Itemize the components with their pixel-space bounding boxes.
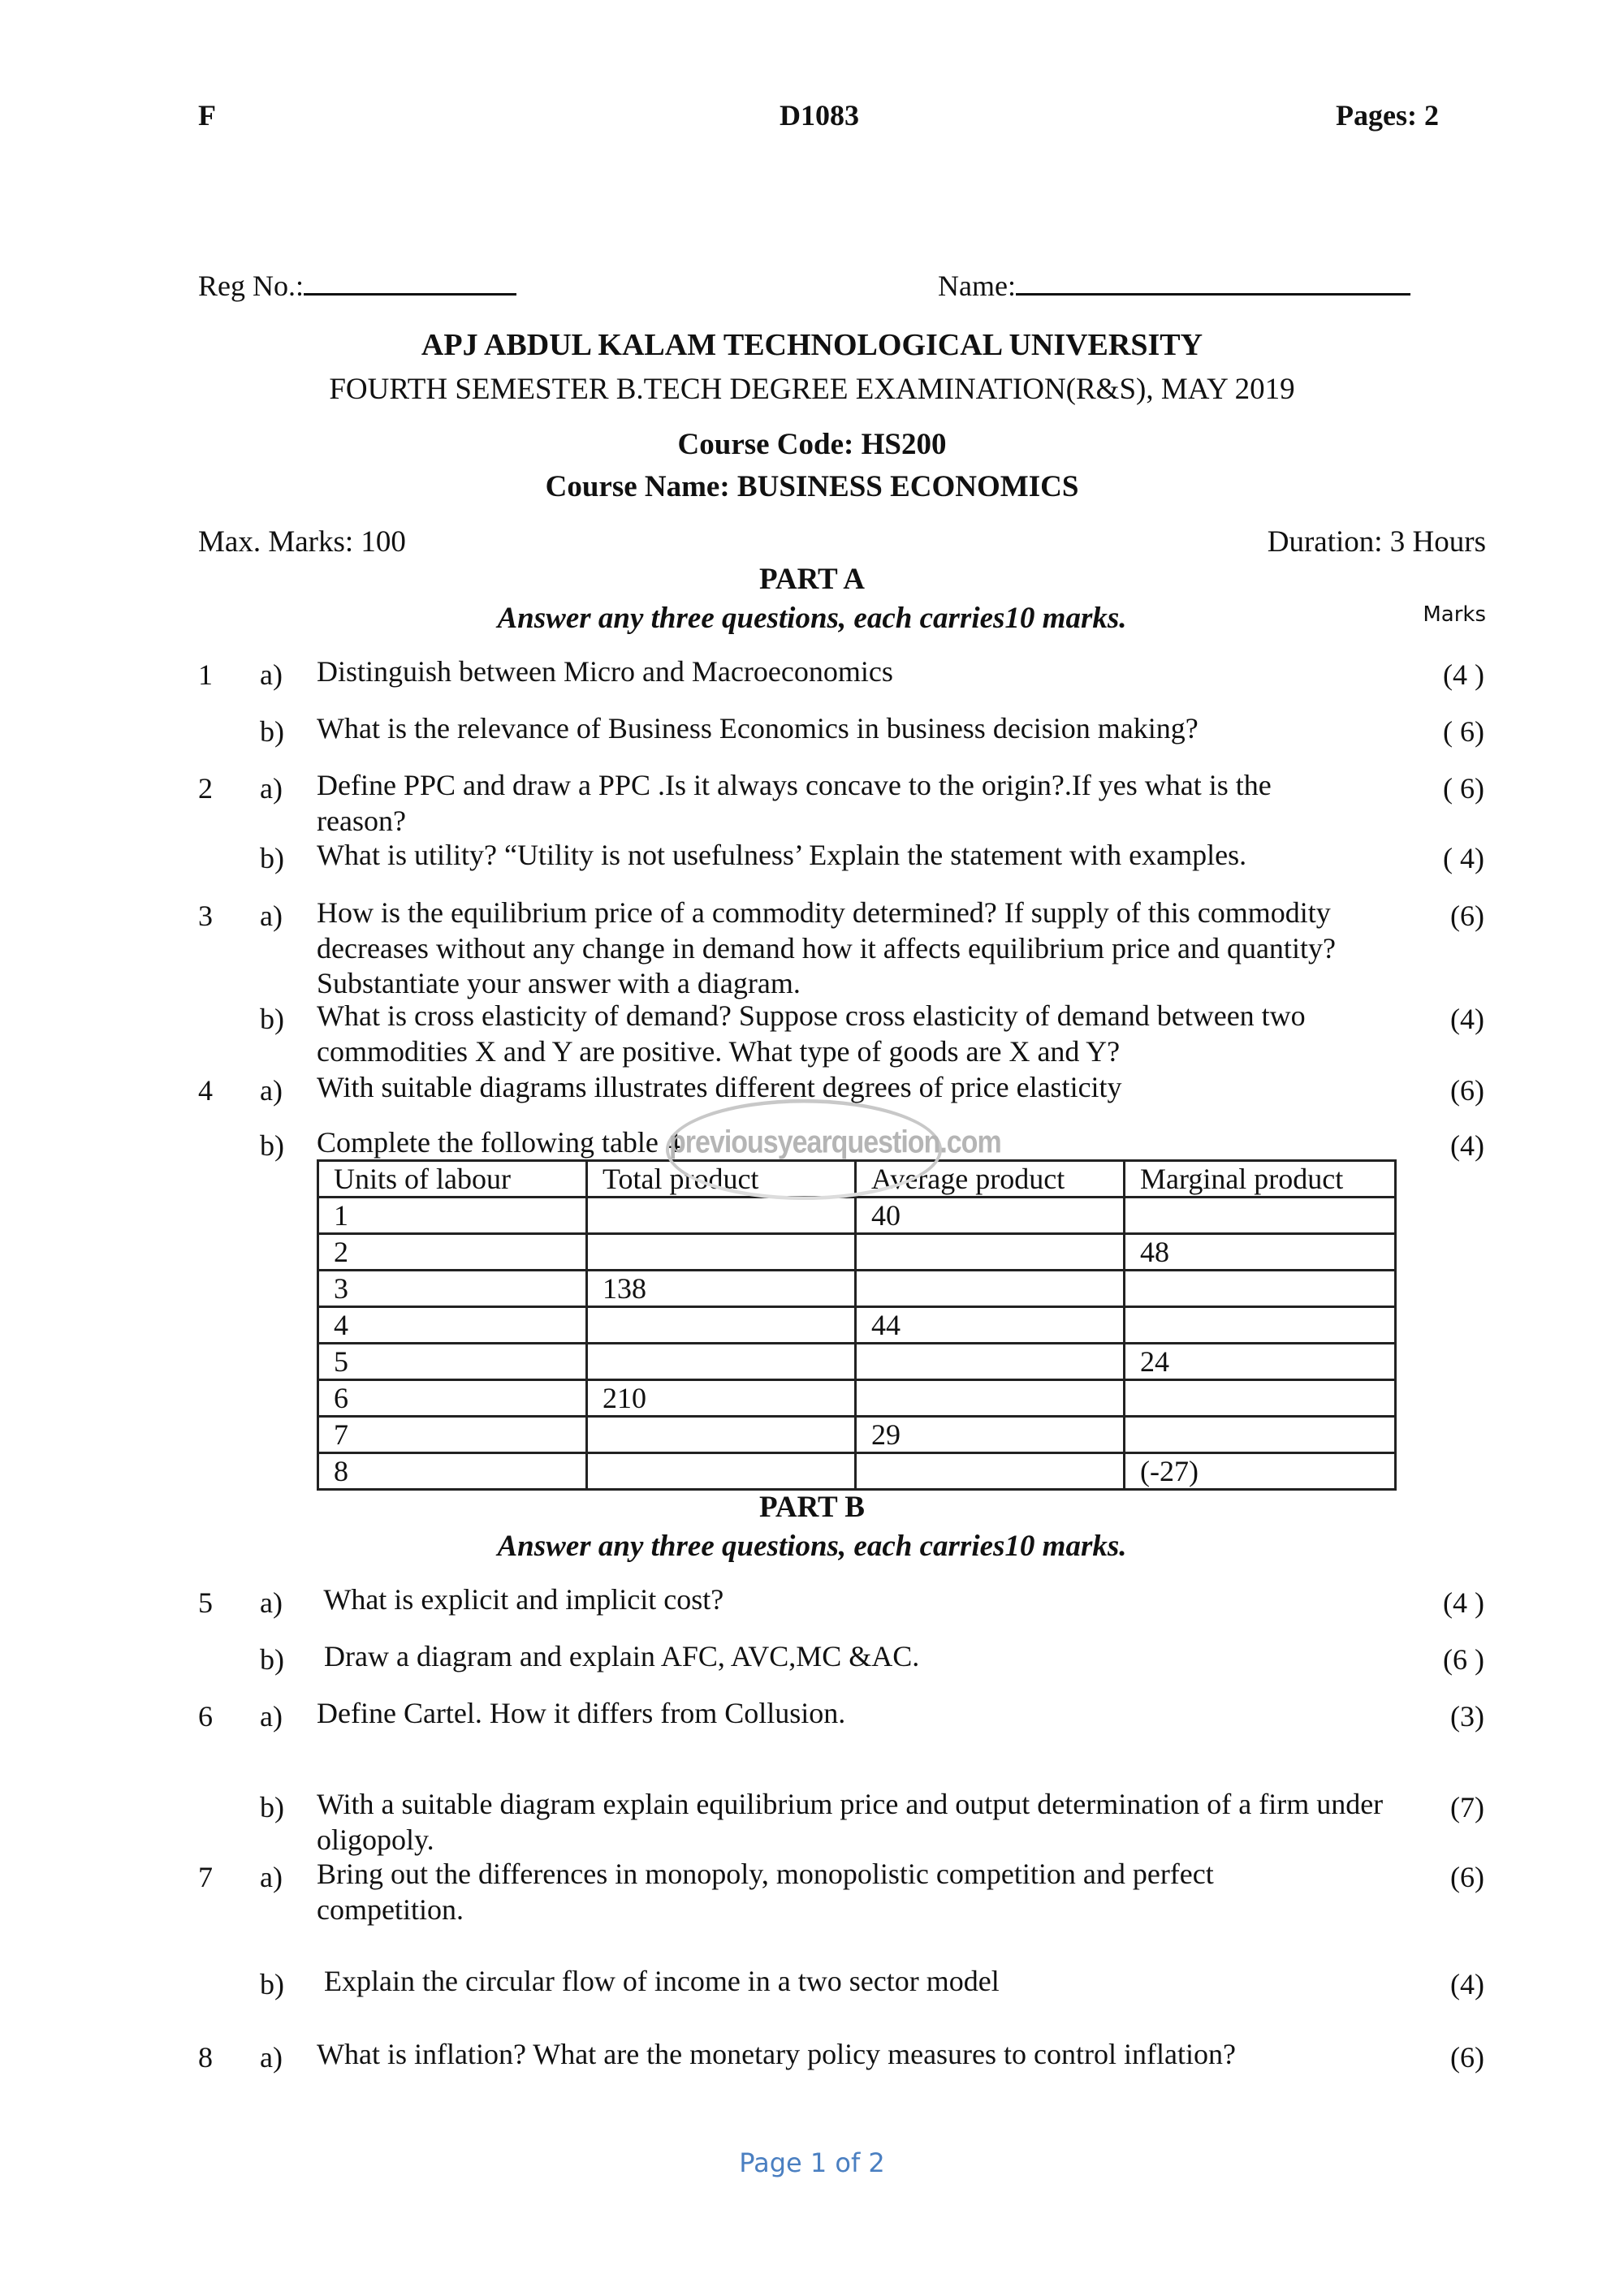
table-cell: 48	[1125, 1234, 1396, 1271]
question-text: With suitable diagrams illustrates different degrees of price elasticity	[317, 1071, 1122, 1103]
question-text: Bring out the differences in monopoly, monopolistic competition and perfect competition.	[317, 1858, 1214, 1926]
table-cell	[856, 1271, 1125, 1307]
table-header: Marginal product	[1125, 1161, 1396, 1198]
question-text: What is explicit and implicit cost?	[317, 1583, 724, 1616]
table-cell	[587, 1417, 856, 1453]
reg-no-blank	[304, 270, 516, 296]
question-text: Explain the circular flow of income in a two sector model	[317, 1965, 1000, 1997]
table-header: Average product	[856, 1161, 1125, 1198]
question-number: 7	[198, 1861, 213, 1893]
table-cell: 5	[318, 1344, 587, 1380]
watermark-stamp: previousyearquestion.com	[666, 1099, 942, 1200]
question-marks: (4)	[1450, 1968, 1484, 2000]
paper-code: D1083	[780, 99, 859, 132]
sub-question-letter: a)	[260, 1074, 283, 1107]
table-cell: 210	[587, 1380, 856, 1417]
table-cell: 6	[318, 1380, 587, 1417]
table-cell: 40	[856, 1198, 1125, 1234]
table-cell	[587, 1307, 856, 1344]
reg-no-label: Reg No.:	[198, 270, 304, 302]
question-text: What is cross elasticity of demand? Suppose cross elasticity of demand between two commodities X and Y are positive. What type of goods are X and Y?	[317, 999, 1306, 1068]
table-cell	[587, 1344, 856, 1380]
question-marks: (4)	[1450, 1129, 1484, 1162]
part-a-instruction: Answer any three questions, each carries10 marks.	[497, 602, 1127, 635]
question-text: What is inflation? What are the monetary policy measures to control inflation?	[317, 2038, 1236, 2070]
question-number: 1	[198, 658, 213, 691]
sub-question-letter: a)	[260, 1700, 283, 1733]
sub-question-letter: b)	[260, 1129, 284, 1162]
page-count: Pages: 2	[1336, 99, 1439, 132]
question-text: Complete the following table 4	[317, 1126, 680, 1159]
question-text: Draw a diagram and explain AFC, AVC,MC &AC.	[317, 1640, 920, 1672]
question-marks: (6)	[1450, 2041, 1484, 2074]
part-b-title: PART B	[759, 1491, 865, 1524]
table-cell	[856, 1234, 1125, 1271]
table-cell	[1125, 1271, 1396, 1307]
question-marks: (6)	[1450, 1861, 1484, 1893]
sub-question-letter: a)	[260, 772, 283, 805]
question-marks: (4 )	[1443, 1586, 1484, 1619]
table-row	[318, 1307, 1396, 1344]
sub-question-letter: b)	[260, 1791, 284, 1823]
question-marks: (4 )	[1443, 658, 1484, 691]
table-header: Total product	[587, 1161, 856, 1198]
table-cell	[856, 1453, 1125, 1490]
course-code: Course Code: HS200	[677, 428, 947, 461]
table-cell	[856, 1380, 1125, 1417]
table-cell: 24	[1125, 1344, 1396, 1380]
table-cell	[1125, 1417, 1396, 1453]
table-cell	[856, 1344, 1125, 1380]
page-footer: Page 1 of 2	[739, 2147, 885, 2178]
question-text: Define PPC and draw a PPC .Is it always concave to the origin?.If yes what is the reason?	[317, 769, 1272, 837]
sub-question-letter: a)	[260, 900, 283, 932]
question-number: 3	[198, 900, 213, 932]
reg-no-field	[198, 268, 516, 304]
sub-question-letter: a)	[260, 2041, 283, 2074]
exam-title: FOURTH SEMESTER B.TECH DEGREE EXAMINATION(R&S), MAY 2019	[329, 373, 1295, 406]
name-field	[938, 268, 1410, 304]
table-cell	[1125, 1380, 1396, 1417]
question-marks: (6 )	[1443, 1643, 1484, 1676]
table-cell: 8	[318, 1453, 587, 1490]
part-a-title: PART A	[759, 563, 865, 596]
question-marks: (6)	[1450, 1074, 1484, 1107]
labour-product-table	[317, 1159, 1397, 1491]
table-cell: 138	[587, 1271, 856, 1307]
paper-set-letter: F	[198, 99, 216, 132]
table-cell: 3	[318, 1271, 587, 1307]
table-row	[318, 1380, 1396, 1417]
max-marks: Max. Marks: 100	[198, 525, 406, 559]
table-cell	[1125, 1307, 1396, 1344]
sub-question-letter: a)	[260, 658, 283, 691]
sub-question-letter: a)	[260, 1586, 283, 1619]
table-cell	[587, 1453, 856, 1490]
sub-question-letter: b)	[260, 1003, 284, 1035]
table-row	[318, 1453, 1396, 1490]
question-text: What is utility? “Utility is not usefulness’ Explain the statement with examples.	[317, 839, 1247, 871]
sub-question-letter: a)	[260, 1861, 283, 1893]
table-cell: 44	[856, 1307, 1125, 1344]
question-marks: (7)	[1450, 1791, 1484, 1823]
course-name: Course Name: BUSINESS ECONOMICS	[545, 470, 1079, 503]
table-cell	[1125, 1198, 1396, 1234]
question-marks: ( 4)	[1443, 842, 1484, 874]
table-row	[318, 1234, 1396, 1271]
sub-question-letter: b)	[260, 1968, 284, 2000]
table-row	[318, 1271, 1396, 1307]
question-marks: (6)	[1450, 900, 1484, 932]
table-cell: 29	[856, 1417, 1125, 1453]
table-cell: 4	[318, 1307, 587, 1344]
sub-question-letter: b)	[260, 842, 284, 874]
question-text: How is the equilibrium price of a commodity determined? If supply of this commodity decreases without any change in demand how it affects equilibrium price and quantity? Substantiate your answer with a diagram.	[317, 896, 1336, 999]
table-row	[318, 1344, 1396, 1380]
table-row	[318, 1198, 1396, 1234]
marks-column-header: Marks	[1423, 602, 1486, 627]
name-blank	[1016, 270, 1410, 296]
question-marks: ( 6)	[1443, 715, 1484, 748]
question-text: Define Cartel. How it differs from Collusion.	[317, 1697, 846, 1729]
question-text: Distinguish between Micro and Macroeconomics	[317, 655, 893, 688]
university-title: APJ ABDUL KALAM TECHNOLOGICAL UNIVERSITY	[421, 328, 1203, 362]
table-cell	[587, 1234, 856, 1271]
duration: Duration: 3 Hours	[1267, 525, 1486, 559]
table-cell: 7	[318, 1417, 587, 1453]
question-marks: (4)	[1450, 1003, 1484, 1035]
table-row	[318, 1417, 1396, 1453]
sub-question-letter: b)	[260, 1643, 284, 1676]
question-number: 4	[198, 1074, 213, 1107]
name-label: Name:	[938, 270, 1016, 302]
sub-question-letter: b)	[260, 715, 284, 748]
question-text: With a suitable diagram explain equilibrium price and output determination of a firm under oligopoly.	[317, 1788, 1384, 1856]
question-marks: (3)	[1450, 1700, 1484, 1733]
table-cell: 1	[318, 1198, 587, 1234]
table-cell: (-27)	[1125, 1453, 1396, 1490]
question-number: 8	[198, 2041, 213, 2074]
question-marks: ( 6)	[1443, 772, 1484, 805]
question-number: 6	[198, 1700, 213, 1733]
question-number: 2	[198, 772, 213, 805]
part-b-instruction: Answer any three questions, each carries10 marks.	[497, 1530, 1127, 1563]
question-number: 5	[198, 1586, 213, 1619]
table-header: Units of labour	[318, 1161, 587, 1198]
table-cell: 2	[318, 1234, 587, 1271]
question-text: What is the relevance of Business Economics in business decision making?	[317, 712, 1199, 744]
table-cell	[587, 1198, 856, 1234]
